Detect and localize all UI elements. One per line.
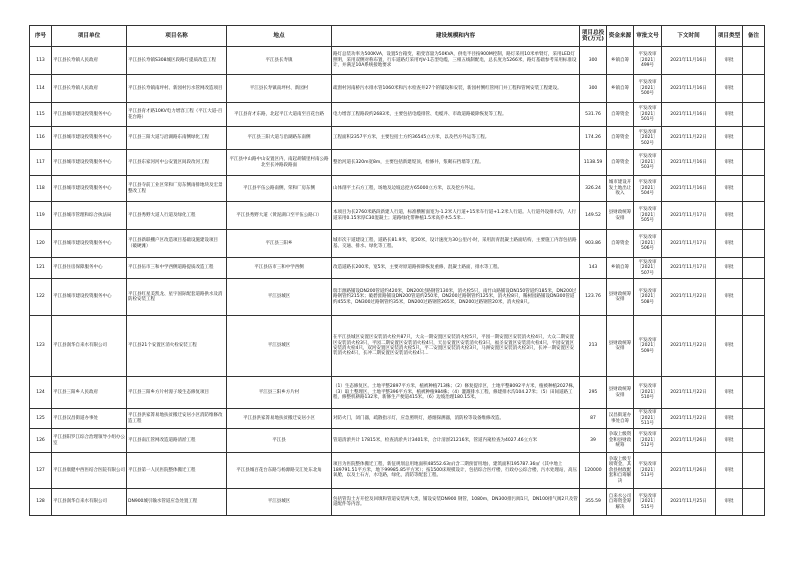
cell-content: 项目为医院整体搬迁工程，新征规划总用地面积48552.63㎡(含二期预留用地)，建筑面积195787.36㎡（其中地上189791.51平方米，地下99985.85平方米）；按1500床规模设计，包括综合医疗楼，行政办公综合楼，污水处理站，高压氧舱，以及土石方，水电路，绿化，消防等配套工程。 (332, 453, 580, 489)
cell-approval: 平发改审〔2021〕510号 (634, 377, 662, 409)
table-row (30, 377, 765, 409)
cell-approval: 平发改审〔2021〕506号 (634, 230, 662, 258)
cell-note (743, 127, 765, 150)
table-row (30, 230, 765, 258)
cell-date: 2021年11月26日 (662, 429, 716, 453)
cell-invest: 295 (580, 377, 607, 409)
cell-content: 管道清淤共计 17815米，检查清淤共计3401米，合计清淤21216米，管道内窥检查为4027.46立方米 (332, 429, 580, 453)
cell-approval: 平发改审〔2021〕502号 (634, 127, 662, 150)
cell-type: 审批 (716, 489, 743, 516)
cell-type: 审批 (716, 258, 743, 279)
cell-place: 平江县城区 (227, 316, 332, 377)
cell-unit: 平江县长寿镇人民政府 (52, 47, 127, 75)
cell-content: （1）生态修复区。土地平整2897平方米，植被种植713株；（2）修复提岸区，土地平整8092平方米，植被种植2027株，（3）取土整理区，土地平整396平方米，植被种植984株；（4）灌溉排水工程，修建排水沟104.27米；（5）田间道路工程，修整机耕路132米，新修生产便道415米。（6）边坡治理180.15米。 (332, 377, 580, 409)
cell-note (743, 202, 765, 230)
cell-approval: 平发改审〔2021〕501号 (634, 103, 662, 127)
cell-type: 审批 (716, 47, 743, 75)
header-note: 备注 (743, 26, 765, 47)
cell-name: 平江县寺前工业区荣和厂房东侧雨排地块及宏景整改工程 (127, 176, 227, 202)
cell-fund: 自筹资金 (607, 230, 634, 258)
cell-unit: 平江县城市建设投资服务中心 (52, 103, 127, 127)
cell-name: 平江县长寿镇S308城区段路灯提质改造工程 (127, 47, 227, 75)
cell-fund: 城市建设开发土地出让收入 (607, 176, 634, 202)
cell-no: 118 (30, 176, 52, 202)
cell-date: 2021年11月16日 (662, 150, 716, 176)
cell-content: 对防火门，闭门器，疏散指示灯，应急照明灯，感烟探测器，消防栓等设备维修改造。 (332, 409, 580, 429)
cell-type: 审批 (716, 377, 743, 409)
cell-no: 126 (30, 429, 52, 453)
cell-content: 瑞丰源路铺设DN200管道约420米，DN200过路钢管130米，消火栓5只，南竹山路铺设DN150管道约185米，DN200过路钢管约215米；破碧涯路铺设DN200管道约250米，DN200过路钢管约125米，消火栓8只，稀树园路铺设DN300管道约455米，DN300过路钢管约35米，DN200过路钢管265米，DN200过路钢管20米，消火栓8只。 (332, 279, 580, 316)
cell-approval: 平发改审〔2021〕512号 (634, 429, 662, 453)
table-row (30, 150, 765, 176)
table-row (30, 279, 765, 316)
cell-fund: 县财政统筹安排 (607, 279, 634, 316)
cell-name: 平江县新联棚户区改造项目基础设施建设项目（破硬滩） (127, 230, 227, 258)
cell-note (743, 316, 765, 377)
cell-invest: 149.52 (580, 202, 607, 230)
cell-date: 2021年11月22日 (662, 409, 716, 429)
cell-note (743, 150, 765, 176)
cell-place: 平江县三阳乡 (227, 230, 332, 258)
cell-date: 2021年11月22日 (662, 377, 716, 409)
cell-invest: 87 (580, 409, 607, 429)
cell-note (743, 279, 765, 316)
cell-date: 2021年11月16日 (662, 47, 716, 75)
cell-unit: 平江县润华自来水有限公司 (52, 489, 127, 516)
cell-approval: 平发改审〔2021〕509号 (634, 316, 662, 377)
cell-date: 2021年11月17日 (662, 202, 716, 230)
table-row (30, 453, 765, 489)
cell-invest: 120000 (580, 453, 607, 489)
cell-content: 电力增容工程路段约2683米，主要包括电缆排管、电缆井、市政道路破除恢复等工程。 (332, 103, 580, 127)
cell-unit: 平江县城市建设投资服务中心 (52, 176, 127, 202)
cell-no: 120 (30, 230, 52, 258)
cell-note (743, 453, 765, 489)
cell-fund: 自来水公司自筹资金筹解决 (607, 489, 634, 516)
cell-unit: 平江县城市建设投资服务中心 (52, 279, 127, 316)
cell-note (743, 489, 765, 516)
cell-name: 平江县育才路10KV电力增容工程（平江大道-百花台路） (127, 103, 227, 127)
cell-type: 审批 (716, 409, 743, 429)
cell-no: 124 (30, 377, 52, 409)
header-unit: 项目单位 (52, 26, 127, 47)
table-row (30, 429, 765, 453)
approval-table (29, 25, 765, 516)
cell-unit: 平江县城市建设投资服务中心 (52, 127, 127, 150)
table-row (30, 47, 765, 75)
cell-place: 平江县秀野大道（黄泥湖口至平伍公路口） (227, 202, 332, 230)
cell-note (743, 409, 765, 429)
cell-no: 123 (30, 316, 52, 377)
cell-invest: 355.59 (580, 489, 607, 516)
cell-name: 平江县三阳大道与沿湖路东南侧绿化工程 (127, 127, 227, 150)
cell-content: 城市次干道建设工程，道路长81.9米，宽20米，设计速度为30公里/小时，采用沥青混凝土路面结构，主要施工内容包括路基、交通、排水、绿化等工程。 (332, 230, 580, 258)
cell-place: 平江县平伍公路南侧，荣和厂房东侧 (227, 176, 332, 202)
cell-name: 平江县东家河河中公安置区间段改河工程 (127, 150, 227, 176)
cell-invest: 531.76 (580, 103, 607, 127)
cell-invest: 300 (580, 47, 607, 75)
table-row (30, 489, 765, 516)
cell-name: 平江县三阳乡方片村漫子坡生态修复项目 (127, 377, 227, 409)
header-no: 序号 (30, 26, 52, 47)
cell-place: 平江县城区 (227, 489, 332, 516)
cell-name: 平江县红星美凯龙、星宇国际配套道路供水及消防栓安装工程 (127, 279, 227, 316)
header-fund: 资金来源 (607, 26, 634, 47)
cell-type: 审批 (716, 127, 743, 150)
cell-fund: 乡镇自筹 (607, 258, 634, 279)
cell-approval: 平发改审〔2021〕504号 (634, 176, 662, 202)
cell-note (743, 47, 765, 75)
cell-name: 平江县洪家箐易地扶贫搬迁安居小区消防维修改造工程 (127, 409, 227, 429)
cell-content: 在平江县城区安置区安装消火栓共87只，大众一期安置区安装消火栓5只，平园一期安置区安装消火栓4只，大众二期安置区安装消火栓3只，平园二期安置区安装消火栓4只，天岳安置区安装消火栓3只，福圣安置区安装消火栓4只，平园安置区安装消火栓4只，双河安置区安装消火栓5只，平二安置区安装消火栓3只，马洲安置区安装消火栓3只，长冲一期安置区安装消火栓4只，长冲二期安置区安装消火栓4只... (332, 316, 580, 377)
cell-type: 审批 (716, 176, 743, 202)
header-date: 下文时间 (662, 26, 716, 47)
cell-no: 125 (30, 409, 52, 429)
cell-content: 山体削平土石方工程，场地及边坡总挖方65000立方米，以及挖方外运。 (332, 176, 580, 202)
cell-invest: 903.86 (580, 230, 607, 258)
cell-place: 平江县长寿镇 (227, 47, 332, 75)
cell-date: 2021年11月16日 (662, 103, 716, 127)
cell-unit: 平江县润华自来水有限公司 (52, 316, 127, 377)
cell-approval: 平发改审〔2021〕507号 (634, 258, 662, 279)
cell-fund: 乡镇自筹 (607, 75, 634, 103)
cell-date: 2021年11月17日 (662, 258, 716, 279)
cell-note (743, 377, 765, 409)
cell-name: 平江县长寿镇南坪村、新园村污水管网改造项目 (127, 75, 227, 103)
cell-content: 整治河道长320m宽8m，主要包括新建堤顶，检修井，浆砌石挡墙等工程。 (332, 150, 580, 176)
cell-fund: 自筹资金 (607, 103, 634, 127)
header-place: 地点 (227, 26, 332, 47)
cell-content: 本项目为长2760米路段新建人行道，标准横断面宽为-1.2米人行道+15米车行道+1.2米人行道。人行道外设排水沟，人行道采用0.15米厚C30混凝土；道路绿化带种植1.5米高乔木5.5米... (332, 202, 580, 230)
cell-note (743, 103, 765, 127)
cell-place: 平江县长寿镇南坪村、新园村 (227, 75, 332, 103)
cell-content: 包括管沟土方开挖及回填和管道安装两大类，铺设安装DN900 钢管，1080m，DN300排污阀1只，DN100排气阀2只及管道配件等内容。 (332, 489, 580, 516)
cell-fund: 县财政统筹安排 (607, 202, 634, 230)
cell-type: 审批 (716, 202, 743, 230)
cell-fund: 争取上级资金和县财政统筹 (607, 429, 634, 453)
cell-approval: 平发改审〔2021〕508号 (634, 279, 662, 316)
cell-date: 2021年11月22日 (662, 127, 716, 150)
cell-unit: 平江县长寿镇人民政府 (52, 75, 127, 103)
cell-place: 平江县城百花台东路与杨源路交汇处东北角 (227, 453, 332, 489)
cell-type: 审批 (716, 429, 743, 453)
cell-note (743, 176, 765, 202)
header-approval: 审批文号 (634, 26, 662, 47)
cell-fund: 自筹资金 (607, 127, 634, 150)
cell-place: 平江县伍市三和中学西侧 (227, 258, 332, 279)
cell-date: 2021年11月22日 (662, 316, 716, 377)
cell-approval: 平发改审〔2021〕515号 (634, 489, 662, 516)
cell-unit: 平江县城市建设投资服务中心 (52, 230, 127, 258)
cell-name: 平江县伍市三和中学西侧道路提质改造工程 (127, 258, 227, 279)
cell-note (743, 429, 765, 453)
table-row (30, 409, 765, 429)
cell-name: 平江县南江管网改造道路清淤工程 (127, 429, 227, 453)
table-row (30, 75, 765, 103)
cell-fund: 自筹资金 (607, 150, 634, 176)
cell-content: 疏窗村河南桥污水排水管1060米和污水检查井27个的铺设和安装，新园村侧红管网门并工程和管网安装工程建设。 (332, 75, 580, 103)
cell-fund: 汉昌街道办事处自筹 (607, 409, 634, 429)
cell-unit: 平江县阳罗江综合治理领导小组办公室 (52, 429, 127, 453)
table-row (30, 258, 765, 279)
header-type: 项目类型 (716, 26, 743, 47)
cell-content: 路灯总装功率为500KVA，设置5台箱变，箱变容量为50KVA，供电半径按900M控制，路灯采用10米单臂灯，采用LED灯照明，采用双侧对称布置，行车道路灯采用YJV-1芯型电缆，三相五线制配电，总长度为5266米，路灯基础参考采用标准设计，并满足10A系统接地要求 (332, 47, 580, 75)
cell-place: 平江县洪家箐易地扶贫搬迁安居小区 (227, 409, 332, 429)
cell-date: 2021年11月16日 (662, 176, 716, 202)
cell-unit: 平江县住房保障服务中心 (52, 258, 127, 279)
cell-approval: 平发改审〔2021〕500号 (634, 75, 662, 103)
cell-type: 审批 (716, 150, 743, 176)
cell-date: 2021年11月25日 (662, 489, 716, 516)
cell-place: 平江县城区 (227, 279, 332, 316)
cell-content: 改造道路长200米，宽5米，主要对原道路拆除恢复重修，混凝土路面，排水等工程。 (332, 258, 580, 279)
cell-name: DN900城引输水管道应急处置工程 (127, 489, 227, 516)
cell-unit: 平江县城市管理和综合执法局 (52, 202, 127, 230)
cell-fund: 争取上级专项资金，其余县财政配套和自筹解决 (607, 453, 634, 489)
cell-type: 审批 (716, 279, 743, 316)
cell-place: 平江县三阳乡方片村 (227, 377, 332, 409)
cell-place: 平江县 (227, 429, 332, 453)
cell-type: 审批 (716, 75, 743, 103)
cell-invest: 39 (580, 429, 607, 453)
cell-unit: 平江县城市建设投资服务中心 (52, 150, 127, 176)
cell-place: 平江县三阳大道与沿湖路东南侧 (227, 127, 332, 150)
cell-type: 审批 (716, 316, 743, 377)
cell-note (743, 230, 765, 258)
cell-invest: 123.76 (580, 279, 607, 316)
cell-unit: 平江县三阳乡人民政府 (52, 377, 127, 409)
cell-invest: 300 (580, 75, 607, 103)
cell-invest: 174.26 (580, 127, 607, 150)
cell-fund: 乡镇自筹 (607, 47, 634, 75)
table-row (30, 176, 765, 202)
cell-invest: 143 (580, 258, 607, 279)
cell-fund: 县财政统筹安排 (607, 316, 634, 377)
cell-date: 2021年11月26日 (662, 453, 716, 489)
cell-content: 工程面积2357平方米，主要包括土方约36545立方米，以及挡方外运等工程。 (332, 127, 580, 150)
header-invest: 项目总投资(万元) (580, 26, 607, 47)
cell-no: 122 (30, 279, 52, 316)
cell-no: 116 (30, 127, 52, 150)
cell-no: 114 (30, 75, 52, 103)
cell-no: 113 (30, 47, 52, 75)
cell-approval: 平发改审〔2021〕511号 (634, 409, 662, 429)
cell-approval: 平发改审〔2021〕503号 (634, 150, 662, 176)
cell-name: 平江县秀野大道人行道及绿化工程 (127, 202, 227, 230)
cell-name: 平江县第一人民医院整体搬迁工程 (127, 453, 227, 489)
cell-type: 审批 (716, 230, 743, 258)
cell-fund: 县财政统筹安排 (607, 377, 634, 409)
cell-approval: 平发改审〔2021〕499号 (634, 47, 662, 75)
cell-type: 审批 (716, 453, 743, 489)
table-body (30, 47, 765, 516)
cell-name: 平江县21个安置区消火栓安装工程 (127, 316, 227, 377)
cell-approval: 平发改审〔2021〕513号 (634, 453, 662, 489)
cell-no: 119 (30, 202, 52, 230)
cell-place: 平江县中山路中山安置区内，南起胡铺里村南公路北至长冲路段路面 (227, 150, 332, 176)
cell-unit: 平江县康健中西医结合医院有限公司 (52, 453, 127, 489)
cell-no: 127 (30, 453, 52, 489)
cell-date: 2021年11月22日 (662, 279, 716, 316)
table-row (30, 202, 765, 230)
cell-unit: 平江县汉昌街道办事处 (52, 409, 127, 429)
cell-approval: 平发改审〔2021〕505号 (634, 202, 662, 230)
cell-date: 2021年11月17日 (662, 230, 716, 258)
cell-no: 128 (30, 489, 52, 516)
header-name: 项目名称 (127, 26, 227, 47)
table-row (30, 316, 765, 377)
header-row (30, 26, 765, 47)
cell-place: 平江县育才东路，北起平江大道南至百花台路 (227, 103, 332, 127)
table-row (30, 127, 765, 150)
cell-invest: 1138.59 (580, 150, 607, 176)
cell-note (743, 75, 765, 103)
header-content: 建设规模和内容 (332, 26, 580, 47)
cell-note (743, 258, 765, 279)
cell-no: 121 (30, 258, 52, 279)
table-row (30, 103, 765, 127)
cell-date: 2021年11月16日 (662, 75, 716, 103)
cell-invest: 326.24 (580, 176, 607, 202)
cell-no: 117 (30, 150, 52, 176)
cell-no: 115 (30, 103, 52, 127)
cell-type: 审批 (716, 103, 743, 127)
cell-invest: 213 (580, 316, 607, 377)
